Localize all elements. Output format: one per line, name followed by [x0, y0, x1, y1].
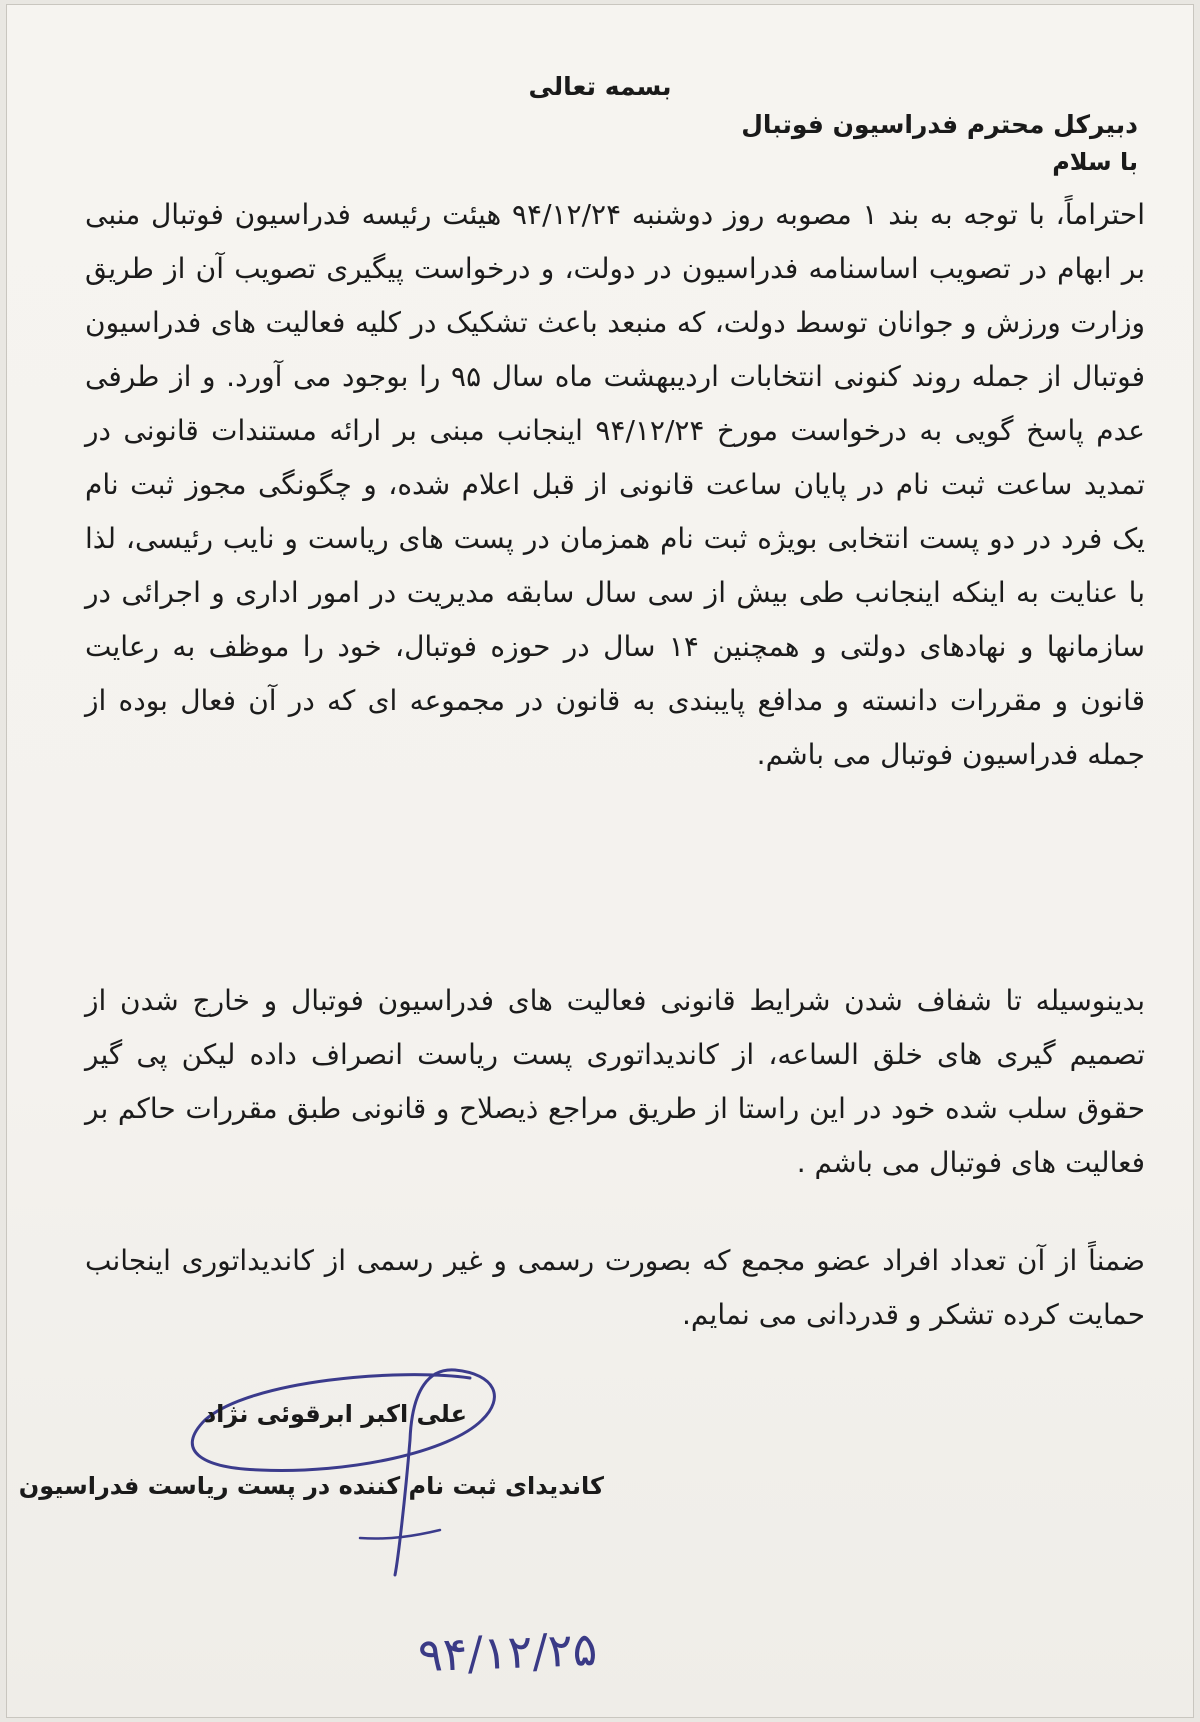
- paragraph-3: ضمناً از آن تعداد افراد عضو مجمع که بصورت رسمی و غیر رسمی از کاندیداتوری اینجانب حمایت کرده تشکر و قدردانی می نمایم.: [85, 1244, 1145, 1331]
- signer-name: علی اکبر ابرقوئی نژاد: [203, 1400, 467, 1428]
- paragraph-1: احتراماً، با توجه به بند ۱ مصوبه روز دوشنبه ۹۴/۱۲/۲۴ هیئت رئیسه فدراسیون فوتبال منبی بر ابهام در تصویب اساسنامه فدراسیون در دولت، و درخواست پیگیری تصویب آن از طریق وزارت ورزش و جوانان توسط دولت، که منبعد باعث تشکیک در کلیه فعالیت های فدراسیون فوتبال از جمله روند کنونی انتخابات اردیبهشت ماه سال ۹۵ را بوجود می آورد. و از طرفی عدم پاسخ گویی به درخواست مورخ ۹۴/۱۲/۲۴ اینجانب مبنی بر ارائه مستندات قانونی در تمدید ساعت ثبت نام در پایان ساعت قانونی از قبل اعلام شده، و چگونگی مجوز ثبت نام یک فرد در دو پست انتخابی بویژه ثبت نام همزمان در پست های ریاست و نایب رئیسی، لذا با عنایت به اینکه اینجانب طی بیش از سی سال سابقه مدیریت در امور اداری و اجرائی در سازمانها و نهادهای دولتی و همچنین ۱۴ سال در حوزه فوتبال، خود را موظف به رعایت قانون و مقررات دانسته و مدافع پایبندی به قانون در مجموعه ای که در آن فعال بوده از جمله فدراسیون فوتبال می باشم.: [85, 198, 1146, 771]
- letter-addressee: دبیرکل محترم فدراسیون فوتبال: [741, 110, 1138, 139]
- paragraph-2: بدینوسیله تا شفاف شدن شرایط قانونی فعالیت های فدراسیون فوتبال و خارج شدن از تصمیم گیری های خلق الساعه، از کاندیداتوری پست ریاست انصراف داده لیکن پی گیر حقوق سلب شده خود در این راستا از طریق مراجع ذیصلاح و قانونی طبق مقررات حاکم بر فعالیت های فوتبال می باشم .: [85, 984, 1145, 1179]
- letter-greeting: با سلام: [1052, 148, 1138, 176]
- signer-title: کاندیدای ثبت نام کننده در پست ریاست فدراسیون: [18, 1472, 604, 1500]
- letter-heading: بسمه تعالی: [528, 72, 672, 101]
- handwritten-date: ۹۴/۱۲/۲۵: [417, 1621, 599, 1683]
